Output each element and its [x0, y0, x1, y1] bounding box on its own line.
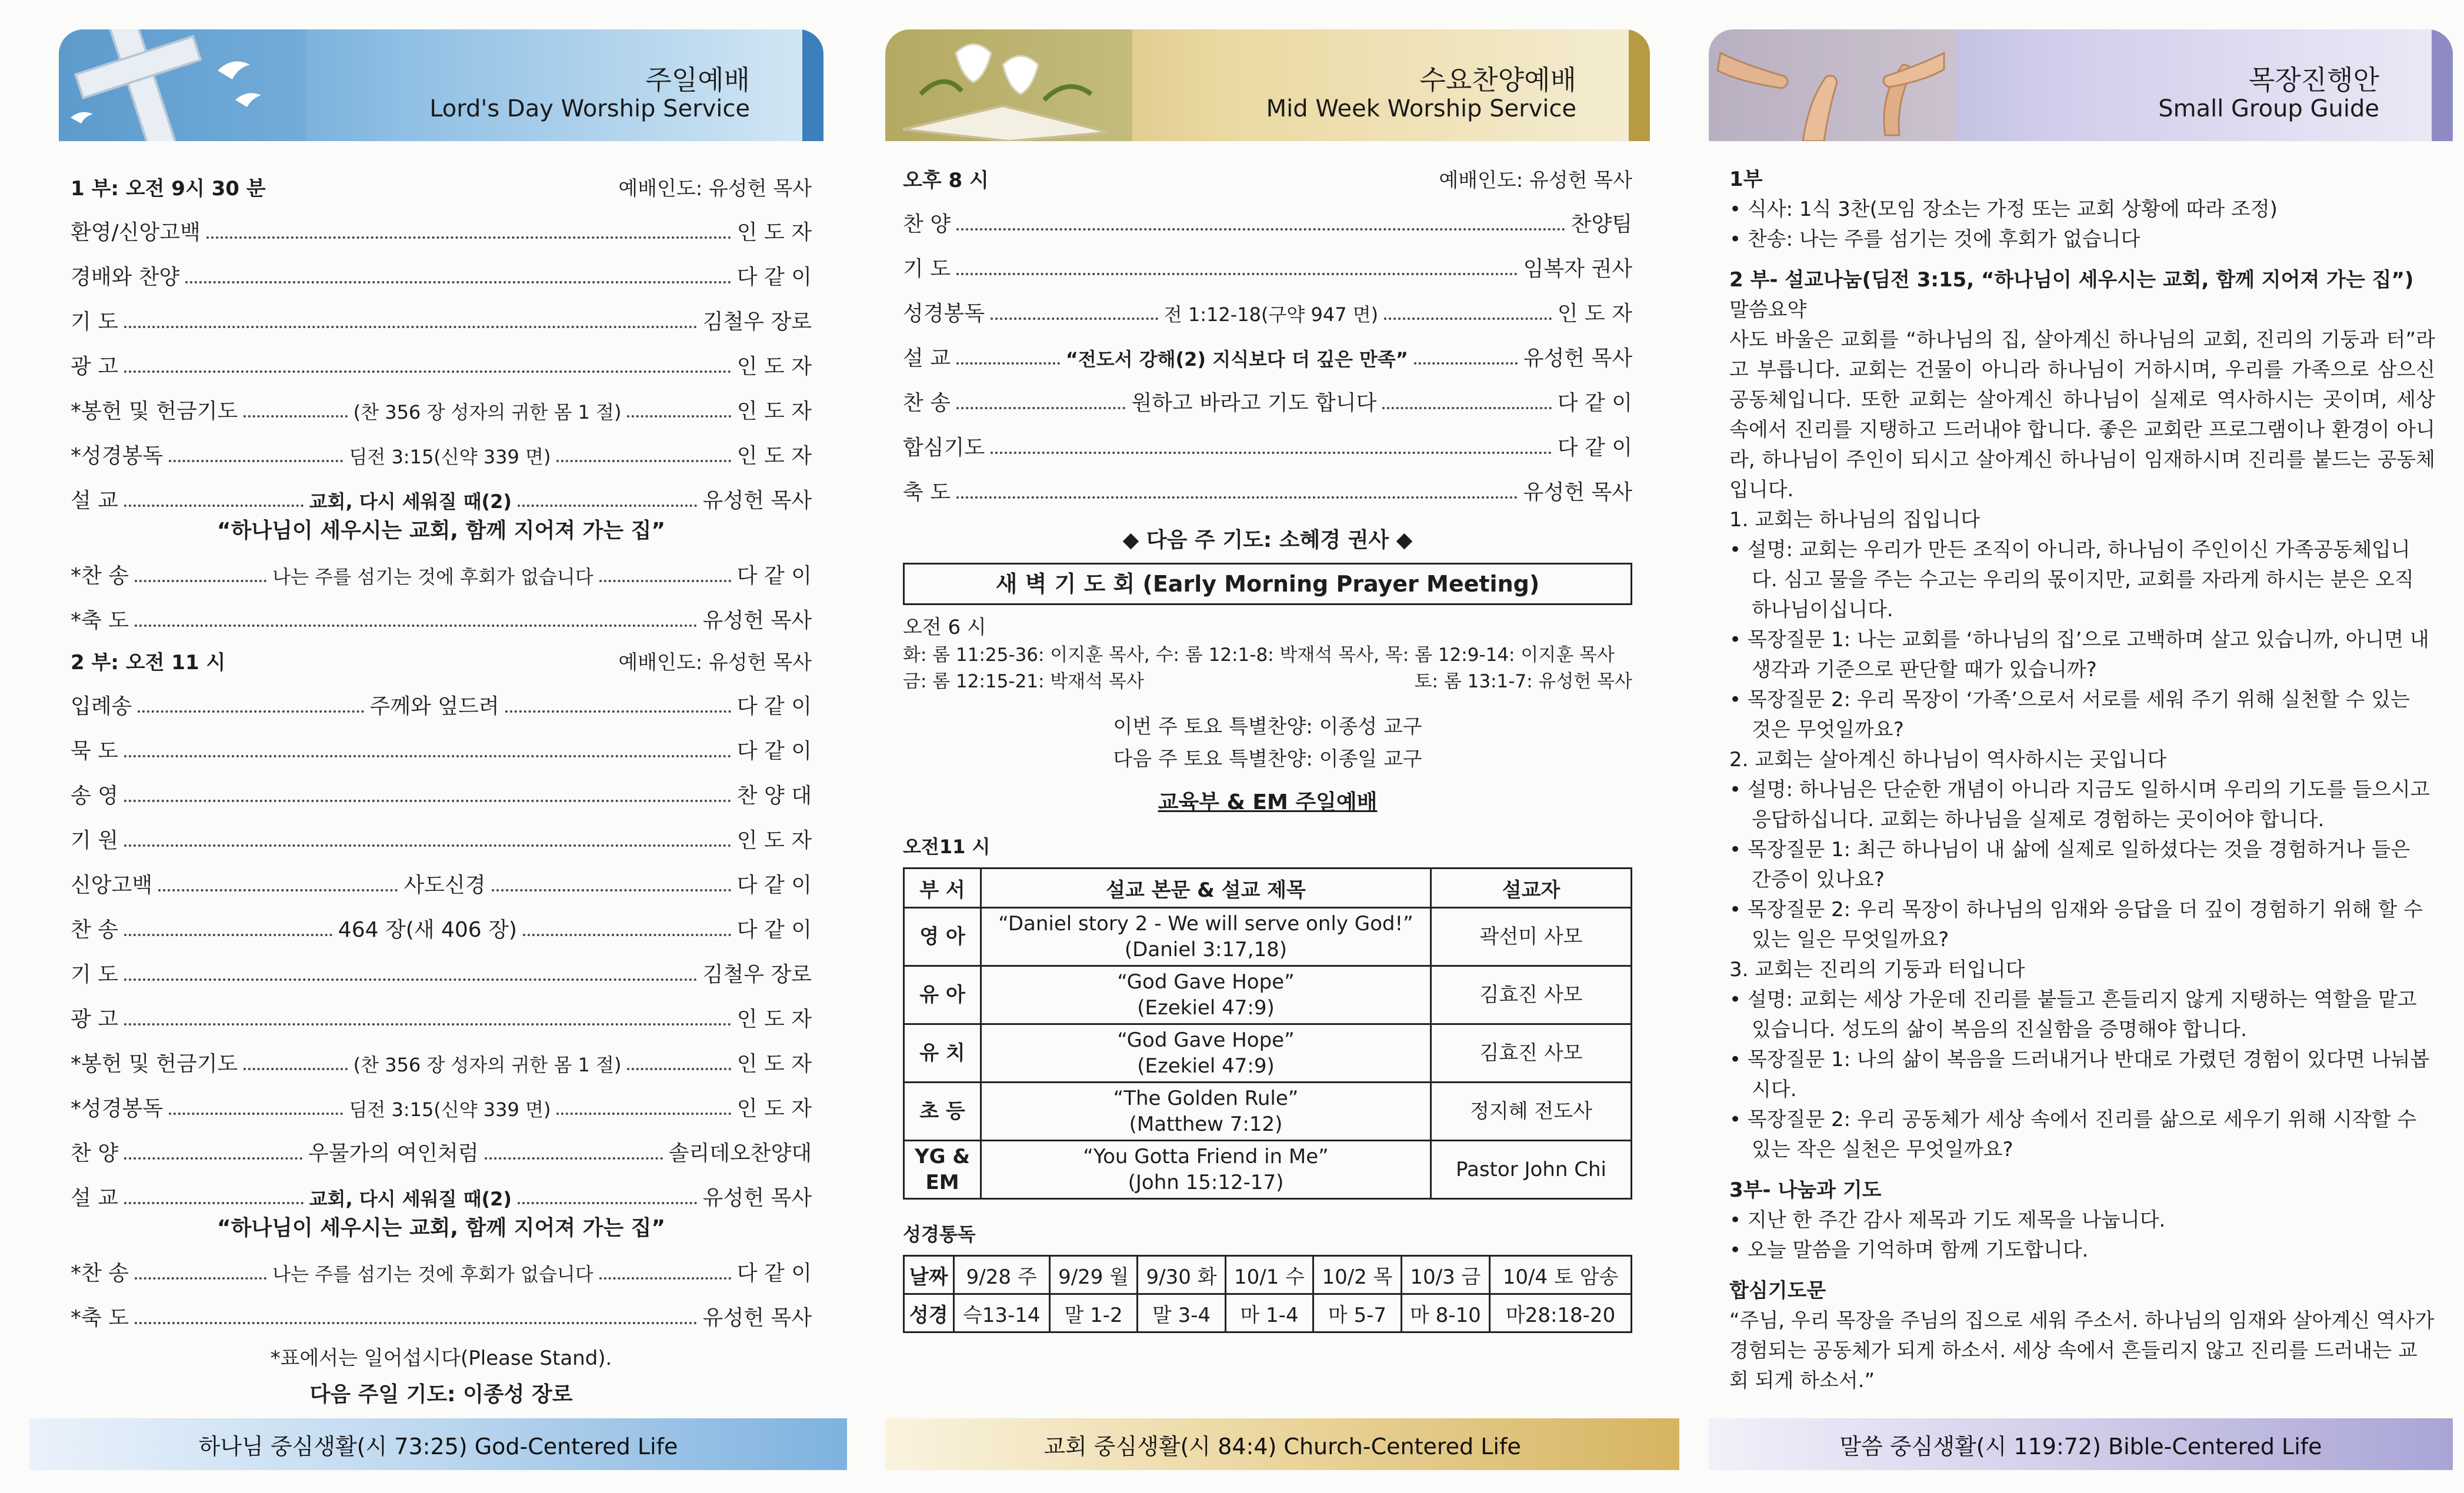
- order-item: [903, 461, 1632, 506]
- order-item-label: 신앙고백: [71, 873, 153, 897]
- sunday-order-of-service: [71, 165, 812, 1408]
- order-item-label: 설 교: [71, 489, 118, 513]
- header-accent-bar: [1629, 29, 1650, 141]
- order-item-label: 환영/신앙고백: [71, 221, 201, 245]
- sunday-title-ko: 주일예배: [645, 64, 750, 96]
- order-item: [71, 380, 812, 425]
- sermon-title: “The Golden Rule”: [1113, 1087, 1299, 1110]
- dot-leader: [135, 580, 266, 582]
- order-item: [71, 1242, 812, 1287]
- order-item-label: 설 교: [903, 346, 951, 370]
- cross-dove-illustration: [59, 29, 306, 141]
- dot-leader: [124, 844, 731, 847]
- order-item-person: 인 도 자: [736, 829, 812, 853]
- sunday-footer: 하나님 중심생활(시 73:25) God-Centered Life: [29, 1418, 847, 1470]
- midweek-leader: 예배인도: 유성헌 목사: [1439, 169, 1632, 192]
- order-item-label: 광 고: [71, 1007, 118, 1031]
- order-item-label: 기 도: [71, 963, 118, 987]
- order-item: [903, 372, 1632, 416]
- part1-meal: • 식사: 1식 3찬(모임 장소는 가정 또는 교회 상황에 따라 조정): [1729, 198, 2278, 221]
- order-item: [903, 416, 1632, 461]
- education-table-row: [904, 908, 1632, 966]
- order-item-person: 다 같 이: [736, 918, 812, 942]
- reading-passage-cell: 마 5-7: [1313, 1294, 1401, 1332]
- bible-reading-dates: [904, 1256, 1632, 1294]
- sermon-cell: [981, 1083, 1431, 1141]
- order-item-person: 유성헌 목사: [1523, 480, 1632, 505]
- order-item-person: 인 도 자: [736, 1097, 812, 1121]
- part3-pray: • 오늘 말씀을 기억하며 함께 기도합니다.: [1729, 1238, 2089, 1262]
- sermon-passage: (John 15:12-17): [1128, 1171, 1284, 1194]
- sermon-cell: [981, 966, 1431, 1024]
- order-item-person: 인 도 자: [736, 399, 812, 423]
- order-item: [71, 1122, 812, 1167]
- order-item-label: *성경봉독: [71, 444, 164, 468]
- preacher-cell: Pastor John Chi: [1431, 1141, 1632, 1199]
- small-group-footer: 말씀 중심생활(시 119:72) Bible-Centered Life: [1709, 1418, 2453, 1470]
- dot-leader: [135, 1322, 697, 1324]
- order-item-label: 합심기도: [903, 436, 985, 460]
- order-item-label: 송 영: [71, 784, 118, 808]
- order-item-label: 찬 양: [903, 212, 951, 236]
- midweek-title-ko: 수요찬양예배: [1419, 64, 1576, 96]
- order-item-detail: 교회, 다시 세워질 때(2): [309, 1188, 512, 1210]
- sunday-header: [59, 29, 823, 141]
- order-item: [71, 1077, 812, 1122]
- point2-explanation: • 설명: 하나님은 단순한 개념이 아니라 지금도 일하시며 우리의 기도를 들으시고 응답하십니다. 교회는 하나님을 실제로 경험하는 곳이어야 합니다.: [1729, 778, 2430, 831]
- reading-date-cell: 9/30 화: [1138, 1256, 1225, 1294]
- part2-heading: 2 부- 설교나눔(딤전 3:15, “하나님이 세우시는 교회, 함께 지어져 가는 집”): [1729, 268, 2414, 292]
- bible-reading-table: [903, 1255, 1632, 1333]
- dawn-prayer-title: 새 벽 기 도 회 (Early Morning Prayer Meeting): [903, 563, 1632, 605]
- order-item-detail: 우물가의 여인처럼: [308, 1141, 479, 1165]
- order-item-detail: 나는 주를 섬기는 것에 후회가 없습니다: [272, 566, 594, 588]
- order-item: [71, 1167, 812, 1211]
- order-item-label: 경배와 찬양: [71, 265, 180, 289]
- midweek-header: [885, 29, 1650, 141]
- order-item-person: 다 같 이: [1557, 436, 1632, 460]
- order-item-person: 찬 양 대: [736, 784, 812, 808]
- dot-leader: [124, 505, 304, 507]
- service1-time: 1 부: 오전 9시 30 분: [71, 177, 266, 201]
- order-item-person: 유성헌 목사: [702, 609, 812, 633]
- dawn-prayer-schedule-1: 화: 롬 11:25-36: 이지훈 목사, 수: 롬 12:1-8: 박재석 목사, 목: 롬 12:9-14: 이지훈 목사: [903, 644, 1615, 666]
- order-item-person: 다 같 이: [736, 873, 812, 897]
- dot-leader: [124, 1023, 731, 1026]
- dot-leader: [124, 755, 731, 757]
- part3-heading: 3부- 나눔과 기도: [1729, 1178, 1882, 1202]
- part1-heading: 1부: [1729, 168, 1763, 191]
- dept-cell: 영 아: [904, 908, 981, 966]
- point3-question1: • 목장질문 1: 나의 삶이 복음을 드러내거나 반대로 가렸던 경험이 있다면 나눠봅시다.: [1729, 1048, 2430, 1101]
- reading-passage-cell: 슥13-14: [953, 1294, 1049, 1332]
- order-item-detail: 사도신경: [404, 873, 486, 897]
- order-item-person: 인 도 자: [736, 221, 812, 245]
- small-group-title-ko: 목장진행안: [2248, 64, 2379, 96]
- education-table-row: [904, 966, 1632, 1024]
- preacher-cell: 김효진 사모: [1431, 1024, 1632, 1083]
- sermon-title: “Daniel story 2 - We will serve only God!”: [998, 912, 1413, 936]
- order-item-detail: 딤전 3:15(신약 339 면): [349, 1098, 551, 1121]
- order-item: [71, 943, 812, 988]
- order-item-label: 성경봉독: [903, 302, 985, 326]
- point2-heading: 2. 교회는 살아계신 하나님이 역사하시는 곳입니다: [1729, 748, 2167, 771]
- order-item-person: 다 같 이: [736, 694, 812, 719]
- order-item-person: 김철우 장로: [702, 963, 812, 987]
- order-item-label: 찬 송: [903, 391, 951, 415]
- dot-leader: [492, 889, 731, 891]
- service1-sermon-subtitle: “하나님이 세우시는 교회, 함께 지어져 가는 집”: [216, 519, 666, 543]
- sermon-cell: [981, 908, 1431, 966]
- col-dept: 부 서: [904, 869, 981, 908]
- order-item-person: 임복자 권사: [1523, 257, 1632, 281]
- order-item: [71, 290, 812, 335]
- dot-leader: [956, 496, 1518, 499]
- special-praise-next-week: 다음 주 토요 특별찬양: 이종일 교구: [1113, 747, 1422, 771]
- header-accent-bar: [2432, 29, 2453, 141]
- service1-closing-items: [71, 545, 812, 634]
- dot-leader: [518, 505, 697, 507]
- dawn-prayer-time: 오전 6 시: [903, 616, 986, 639]
- order-item-label: 기 도: [71, 310, 118, 334]
- dept-cell: 유 치: [904, 1024, 981, 1083]
- reading-date-cell: 10/3 금: [1401, 1256, 1489, 1294]
- order-item-person: 인 도 자: [736, 1052, 812, 1076]
- sermon-passage: (Ezekiel 47:9): [1137, 1054, 1275, 1078]
- point3-explanation: • 설명: 교회는 세상 가운데 진리를 붙들고 흔들리지 않게 지탱하는 역할을 맡고 있습니다. 성도의 삶이 복음의 진실함을 증명해야 합니다.: [1729, 988, 2417, 1041]
- dot-leader: [523, 934, 731, 936]
- reading-date-cell: 날짜: [904, 1256, 954, 1294]
- order-item-label: 찬 양: [71, 1141, 118, 1165]
- sermon-passage: (Daniel 3:17,18): [1124, 938, 1288, 961]
- dot-leader: [556, 1113, 731, 1115]
- dot-leader: [138, 710, 364, 713]
- order-item: [71, 469, 812, 514]
- order-item-detail: (찬 356 장 성자의 귀한 몸 1 절): [353, 1054, 622, 1076]
- service1-heading: [71, 165, 812, 201]
- order-item-person: 김철우 장로: [702, 310, 812, 334]
- order-item-person: 유성헌 목사: [702, 1306, 812, 1330]
- order-item-label: *봉헌 및 헌금기도: [71, 1052, 238, 1076]
- order-item-label: 기 원: [71, 829, 118, 853]
- dot-leader: [206, 236, 731, 239]
- order-item-person: 인 도 자: [736, 355, 812, 379]
- point1-explanation: • 설명: 교회는 우리가 만든 조직이 아니라, 하나님이 주인이신 가족공동체입니다. 심고 물을 주는 수고는 우리의 몫이지만, 교회를 자라게 하시는 분은 오직 하나님이십니다.: [1729, 538, 2414, 622]
- dot-leader: [169, 460, 343, 462]
- reading-date-cell: 10/1 수: [1225, 1256, 1313, 1294]
- order-item-detail: 주께와 엎드려: [369, 694, 499, 719]
- order-item-detail: 464 장(새 406 장): [338, 918, 517, 942]
- midweek-time: 오후 8 시: [903, 169, 989, 192]
- order-item: [71, 720, 812, 764]
- education-table-row: [904, 1141, 1632, 1199]
- midweek-heading: [903, 165, 1632, 193]
- order-item-detail: (찬 356 장 성자의 귀한 몸 1 절): [353, 401, 622, 423]
- dot-leader: [956, 273, 1518, 275]
- sermon-title: “God Gave Hope”: [1117, 970, 1295, 994]
- order-item: [71, 899, 812, 943]
- order-item-person: 유성헌 목사: [702, 1186, 812, 1210]
- dot-leader: [158, 889, 398, 891]
- order-item-person: 다 같 이: [736, 564, 812, 588]
- dot-leader: [956, 362, 1060, 365]
- dot-leader: [1382, 407, 1551, 409]
- order-item-label: 광 고: [71, 355, 118, 379]
- part3-share: • 지난 한 주간 감사 제목과 기도 제목을 나눕니다.: [1729, 1208, 2166, 1232]
- dot-leader: [124, 934, 332, 936]
- point2-question2: • 목장질문 2: 우리 목장이 하나님의 임재와 응답을 더 깊이 경험하기 위해 할 수 있는 일은 무엇일까요?: [1729, 898, 2423, 951]
- order-item-label: 묵 도: [71, 739, 118, 763]
- order-item-person: 다 같 이: [1557, 391, 1632, 415]
- point1-question2: • 목장질문 2: 우리 목장이 ‘가족’으로서 서로를 세워 주기 위해 실천할 수 있는 것은 무엇일까요?: [1729, 688, 2410, 742]
- dot-leader: [244, 415, 347, 417]
- service2-time: 2 부: 오전 11 시: [71, 651, 226, 674]
- dot-leader: [124, 326, 697, 328]
- stand-note: *표에서는 일어섭시다(Please Stand).: [270, 1347, 612, 1370]
- point1-heading: 1. 교회는 하나님의 집입니다: [1729, 508, 1980, 532]
- dot-leader: [135, 1277, 266, 1280]
- service2-sermon-subtitle: “하나님이 세우시는 교회, 함께 지어져 가는 집”: [216, 1216, 666, 1240]
- dept-cell: 유 아: [904, 966, 981, 1024]
- education-table-row: [904, 1024, 1632, 1083]
- midweek-footer: 교회 중심생활(시 84:4) Church-Centered Life: [885, 1418, 1679, 1470]
- dot-leader: [485, 1157, 663, 1160]
- sunday-title-en: Lord's Day Worship Service: [429, 95, 750, 122]
- education-table-row: [904, 1083, 1632, 1141]
- sermon-title: “You Gotta Friend in Me”: [1083, 1145, 1329, 1168]
- dawn-prayer-schedule-2: [903, 666, 1632, 693]
- order-item-person: 인 도 자: [736, 1007, 812, 1031]
- order-item-label: 설 교: [71, 1186, 118, 1210]
- service2-heading: [71, 639, 812, 675]
- order-item-detail: 나는 주를 섬기는 것에 후회가 없습니다: [272, 1263, 594, 1285]
- dot-leader: [956, 407, 1125, 409]
- sunday-worship-panel: [59, 29, 823, 1470]
- joined-hands-illustration: [1709, 29, 1956, 141]
- order-item: [71, 764, 812, 809]
- sermon-cell: [981, 1141, 1431, 1199]
- order-item: [903, 282, 1632, 327]
- reading-passage-cell: 마 1-4: [1225, 1294, 1313, 1332]
- order-item-person: 다 같 이: [736, 265, 812, 289]
- service2-closing-items: [71, 1242, 812, 1331]
- dot-leader: [124, 978, 697, 981]
- order-item: [903, 238, 1632, 282]
- midweek-items: [903, 193, 1632, 506]
- order-item: [71, 1287, 812, 1331]
- small-group-guide: [1729, 165, 2435, 1396]
- reading-date-cell: 9/29 월: [1049, 1256, 1137, 1294]
- special-praise-this-week: 이번 주 토요 특별찬양: 이종성 교구: [1113, 715, 1422, 739]
- education-table: [903, 867, 1632, 1200]
- preacher-cell: 곽선미 사모: [1431, 908, 1632, 966]
- reading-date-cell: 9/28 주: [953, 1256, 1049, 1294]
- prayer-title: 합심기도문: [1729, 1279, 1826, 1302]
- dot-leader: [244, 1068, 347, 1070]
- order-item: [71, 425, 812, 469]
- order-item: [71, 809, 812, 854]
- dot-leader: [556, 460, 731, 462]
- col-preacher: 설교자: [1431, 869, 1632, 908]
- midweek-worship-panel: [885, 29, 1650, 1470]
- order-item-person: 인 도 자: [736, 444, 812, 468]
- order-item-label: *축 도: [71, 609, 129, 633]
- point3-heading: 3. 교회는 진리의 기둥과 터입니다: [1729, 958, 2025, 981]
- sermon-cell: [981, 1024, 1431, 1083]
- dot-leader: [135, 624, 697, 627]
- dept-cell: YG & EM: [904, 1141, 981, 1199]
- reading-passage-cell: 마28:18-20: [1490, 1294, 1632, 1332]
- dot-leader: [505, 710, 731, 713]
- dot-leader: [124, 800, 731, 802]
- dawn-prayer-sat: 토: 롬 13:1-7: 유성헌 목사: [1414, 671, 1632, 692]
- bible-reading-title: 성경통독: [903, 1223, 976, 1245]
- order-item-detail: “전도서 강해(2) 지식보다 더 깊은 만족”: [1065, 348, 1408, 370]
- order-item: [71, 988, 812, 1033]
- order-item-detail: 딤전 3:15(신약 339 면): [349, 446, 551, 468]
- order-item-person: 유성헌 목사: [702, 489, 812, 513]
- preacher-cell: 김효진 사모: [1431, 966, 1632, 1024]
- point1-question1: • 목장질문 1: 나는 교회를 ‘하나님의 집’으로 고백하며 살고 있습니까, 아니면 내 생각과 기준으로 판단할 때가 있습니까?: [1729, 628, 2429, 682]
- order-item-detail: 교회, 다시 세워질 때(2): [309, 490, 512, 513]
- order-item: [903, 327, 1632, 372]
- order-item-person: 다 같 이: [736, 739, 812, 763]
- prayer-text: “주님, 우리 목장을 주님의 집으로 세워 주소서. 하나님의 임재와 살아계신 역사가 경험되는 공동체가 되게 하소서. 세상 속에서 흔들리지 않고 진리를 드러내는 교회 되게 하소서.”: [1729, 1309, 2435, 1392]
- service2-items: [71, 675, 812, 1211]
- dot-leader: [124, 1157, 302, 1160]
- reading-passage-cell: 말 3-4: [1138, 1294, 1225, 1332]
- order-item-label: 축 도: [903, 480, 951, 505]
- order-item-detail: 전 1:12-18(구약 947 면): [1163, 303, 1379, 326]
- midweek-order-of-service: [903, 165, 1632, 1333]
- order-item-person: 솔리데오찬양대: [668, 1141, 812, 1165]
- order-item-label: *축 도: [71, 1306, 129, 1330]
- order-item: [71, 675, 812, 720]
- service1-items: [71, 201, 812, 514]
- order-item: [71, 589, 812, 634]
- dot-leader: [1384, 318, 1552, 320]
- point3-question2: • 목장질문 2: 우리 공동체가 세상 속에서 진리를 삶으로 세우기 위해 시작할 수 있는 작은 실천은 무엇일까요?: [1729, 1108, 2417, 1161]
- order-item-label: 입례송: [71, 694, 132, 719]
- order-item-label: *찬 송: [71, 1261, 129, 1285]
- order-item: [71, 1033, 812, 1077]
- col-sermon: 설교 본문 & 설교 제목: [981, 869, 1431, 908]
- reading-date-cell: 10/2 목: [1313, 1256, 1401, 1294]
- order-item-label: 기 도: [903, 257, 951, 281]
- summary-label: 말씀요약: [1729, 298, 1807, 322]
- midweek-title-en: Mid Week Worship Service: [1266, 95, 1576, 122]
- next-week-prayer: ◆ 다음 주 기도: 소혜경 권사 ◆: [1122, 528, 1413, 552]
- reading-date-cell: 10/4 토 암송: [1490, 1256, 1632, 1294]
- education-time: 오전11 시: [903, 836, 991, 858]
- dawn-prayer-fri: 금: 롬 12:15-21: 박재석 목사: [903, 671, 1144, 692]
- dot-leader: [124, 1202, 304, 1204]
- reading-passage-cell: 성경: [904, 1294, 954, 1332]
- dot-leader: [627, 1068, 731, 1070]
- order-item-person: 다 같 이: [736, 1261, 812, 1285]
- dept-cell: 초 등: [904, 1083, 981, 1141]
- education-table-body: [904, 908, 1632, 1199]
- order-item: [71, 545, 812, 589]
- dot-leader: [185, 281, 731, 283]
- order-item-person: 인 도 자: [1557, 302, 1633, 326]
- dot-leader: [518, 1202, 697, 1204]
- order-item-label: *성경봉독: [71, 1097, 164, 1121]
- reading-passage-cell: 마 8-10: [1401, 1294, 1489, 1332]
- small-group-header: [1709, 29, 2453, 141]
- order-item-person: 유성헌 목사: [1523, 346, 1633, 370]
- order-item: [71, 201, 812, 246]
- dot-leader: [991, 452, 1552, 454]
- order-item: [71, 335, 812, 380]
- order-item-label: *찬 송: [71, 564, 129, 588]
- dot-leader: [1414, 362, 1518, 365]
- dot-leader: [599, 580, 731, 582]
- dot-leader: [599, 1277, 731, 1280]
- lily-bible-illustration: [885, 29, 1132, 141]
- service2-leader: 예배인도: 유성헌 목사: [618, 651, 812, 674]
- part1-song: • 찬송: 나는 주를 섬기는 것에 후회가 없습니다: [1729, 228, 2140, 251]
- order-item-label: *봉헌 및 헌금기도: [71, 399, 238, 423]
- reading-passage-cell: 말 1-2: [1049, 1294, 1137, 1332]
- bible-reading-passages: [904, 1294, 1632, 1332]
- point2-question1: • 목장질문 1: 최근 하나님이 내 삶에 실제로 일하셨다는 것을 경험하거나 들은 간증이 있나요?: [1729, 838, 2410, 891]
- order-item-detail: 원하고 바라고 기도 합니다: [1131, 391, 1377, 415]
- education-table-header: [904, 869, 1632, 908]
- small-group-title-en: Small Group Guide: [2158, 95, 2379, 122]
- dot-leader: [124, 370, 731, 373]
- dot-leader: [991, 318, 1158, 320]
- sermon-summary: 사도 바울은 교회를 “하나님의 집, 살아계신 하나님의 교회, 진리의 기둥과 터”라고 부릅니다. 교회는 건물이 아니라 하나님이 거하시며, 우리를 가족으로 삼으신 공동체입니다. 또한 교회는 살아계신 하나님이 실제로 역사하시는 곳이며, 세상 속에서 진리를 지탱하고 드러내야 합니다. 좋은 교회란 프로그램이나 환경이 아니라, 하나님이 주인이 되시고 살아계신 하나님이 임재하시며 진리를 붙드는 공동체입니다.: [1729, 328, 2435, 502]
- preacher-cell: 정지혜 전도사: [1431, 1083, 1632, 1141]
- order-item: [71, 854, 812, 899]
- order-item: [71, 246, 812, 290]
- order-item-label: 찬 송: [71, 918, 118, 942]
- education-title: 교육부 & EM 주일예배: [1158, 790, 1378, 814]
- order-item-person: 찬양팀: [1571, 212, 1632, 236]
- header-accent-bar: [802, 29, 823, 141]
- service1-leader: 예배인도: 유성헌 목사: [618, 177, 812, 201]
- dot-leader: [956, 228, 1565, 231]
- order-item: [903, 193, 1632, 238]
- next-sunday-prayer: 다음 주일 기도: 이종성 장로: [309, 1382, 573, 1407]
- sermon-title: “God Gave Hope”: [1117, 1028, 1295, 1052]
- small-group-panel: [1709, 29, 2453, 1470]
- sermon-passage: (Ezekiel 47:9): [1137, 996, 1275, 1020]
- sermon-passage: (Matthew 7:12): [1129, 1113, 1283, 1136]
- dot-leader: [169, 1113, 343, 1115]
- dot-leader: [627, 415, 731, 417]
